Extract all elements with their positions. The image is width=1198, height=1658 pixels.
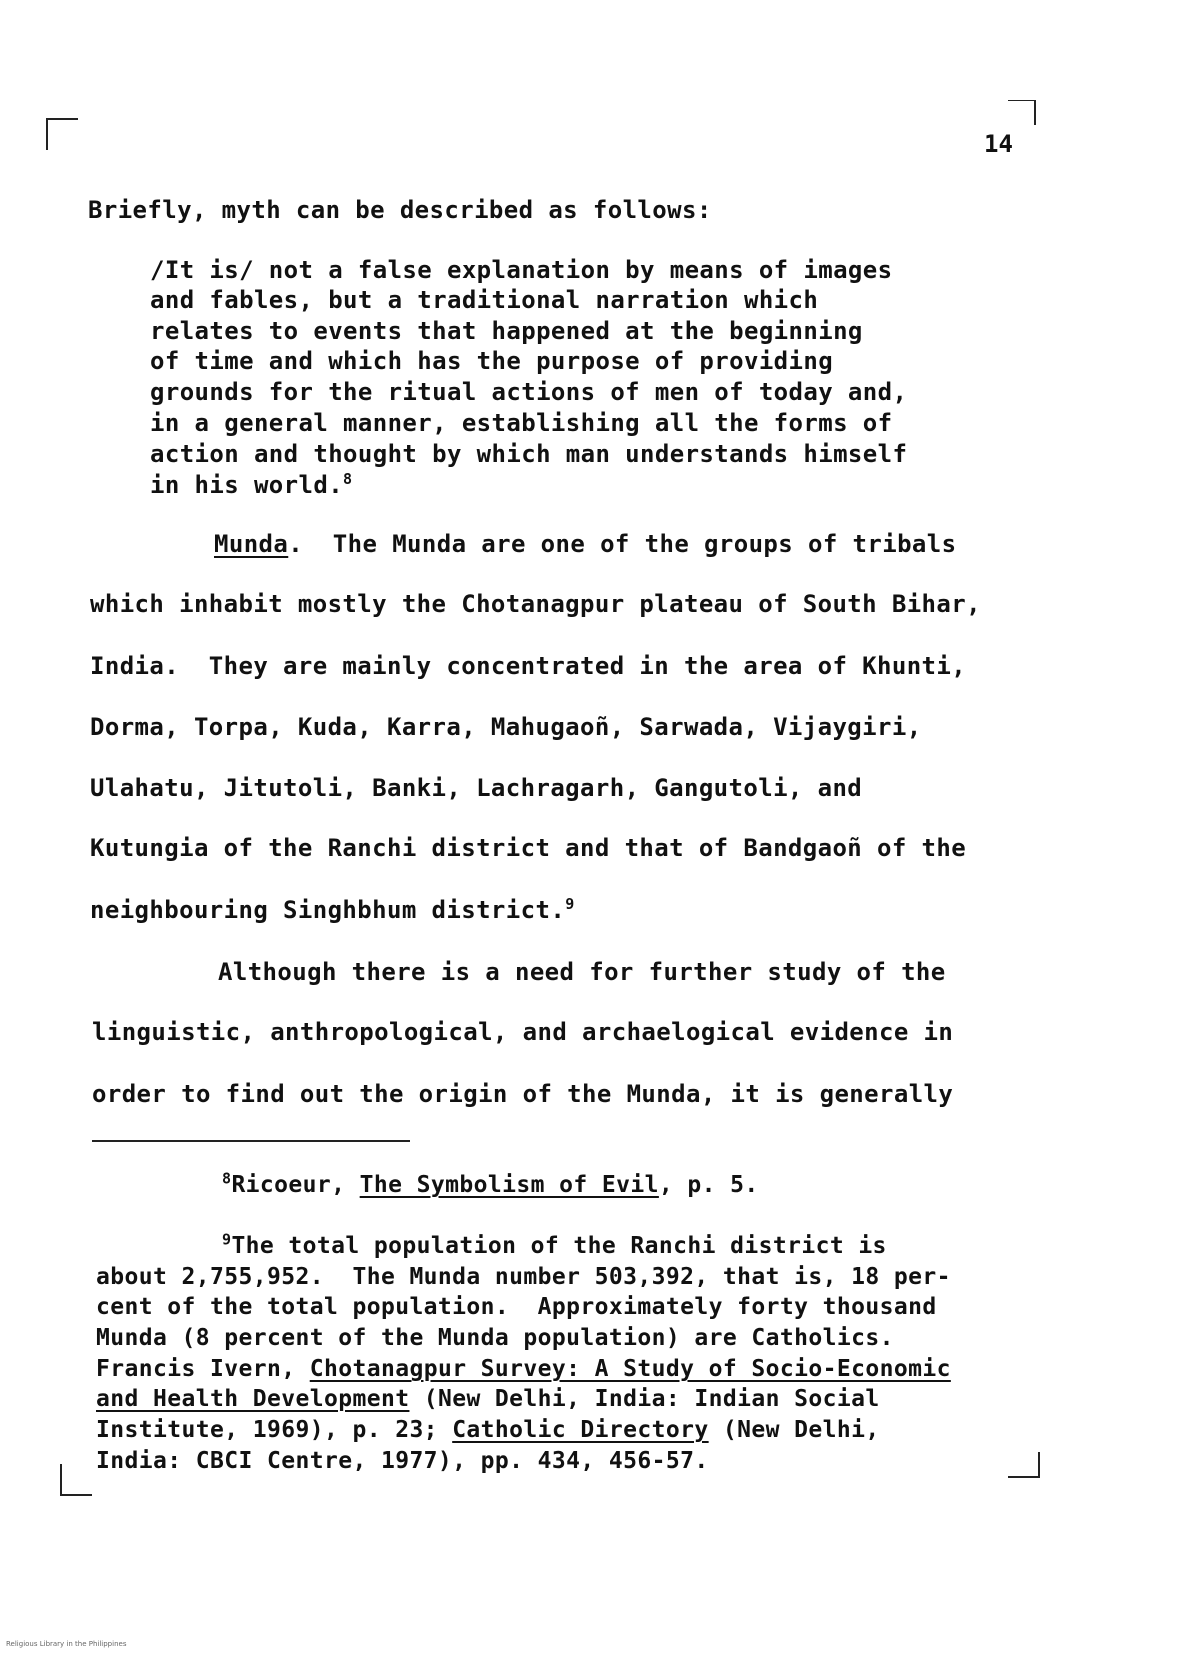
quote-line: relates to events that happened at the beginning: [150, 317, 863, 345]
quote-line: of time and which has the purpose of providing: [150, 347, 834, 375]
body-line: Ulahatu, Jitutoli, Banki, Lachragarh, Gangutoli, and: [90, 774, 863, 802]
book-title: Catholic Directory: [452, 1417, 709, 1443]
footnote-line: Munda (8 percent of the Munda population) are Catholics.: [96, 1325, 894, 1351]
book-title: and Health Development: [96, 1386, 410, 1412]
quote-line: /It is/ not a false explanation by means of images: [150, 256, 893, 284]
intro-sentence: Briefly, myth can be described as follows:: [88, 196, 712, 224]
body-line: which inhabit mostly the Chotanagpur plateau of South Bihar,: [90, 590, 981, 618]
footnote-ref-9: 9: [565, 895, 575, 913]
section-heading-munda: Munda: [214, 530, 289, 558]
source-strip: Religious Library in the Philippines: [6, 1640, 127, 1648]
body-line: order to find out the origin of the Munda, it is generally: [92, 1080, 954, 1108]
footnote-ref-8: 8: [343, 470, 353, 488]
quote-line: and fables, but a traditional narration which: [150, 286, 819, 314]
footnote-line: about 2,755,952. The Munda number 503,392, that is, 18 per-: [96, 1264, 951, 1290]
crop-mark-top-left: [46, 118, 78, 150]
quote-line: grounds for the ritual actions of men of today and,: [150, 378, 908, 406]
book-title: Chotanagpur Survey: A Study of Socio-Economic: [309, 1356, 951, 1382]
footnote-line: Francis Ivern, Chotanagpur Survey: A Study of Socio-Economic: [96, 1356, 951, 1382]
body-line: Dorma, Torpa, Kuda, Karra, Mahugaoñ, Sarwada, Vijaygiri,: [90, 713, 922, 741]
quote-line-last: [150, 471, 352, 499]
page-number: 14: [984, 130, 1013, 158]
body-line: India. They are mainly concentrated in the area of Khunti,: [90, 652, 967, 680]
crop-mark-bottom-right: [1008, 1452, 1040, 1478]
crop-mark-top-right: [1008, 100, 1036, 125]
quote-line: action and thought by which man understands himself: [150, 440, 908, 468]
body-line-last: neighbouring Singhbhum district.$^9$: [90, 895, 575, 924]
book-title: The Symbolism of Evil: [359, 1172, 659, 1198]
footnote-divider: [92, 1140, 410, 1142]
footnote-line: $^8$Ricoeur, The Symbolism of Evil, p. 5.: [222, 1169, 759, 1198]
quote-line: in a general manner, establishing all the forms of: [150, 409, 893, 437]
footnote-line: $^9$The total population of the Ranchi district is: [222, 1230, 887, 1259]
body-line: Munda. The Munda are one of the groups of tribals: [214, 530, 957, 558]
footnote-line: India: CBCI Centre, 1977), pp. 434, 456-57.: [96, 1448, 709, 1474]
body-line: Kutungia of the Ranchi district and that of Bandgaoñ of the: [90, 834, 967, 862]
crop-mark-bottom-left: [60, 1464, 92, 1496]
body-line: Although there is a need for further study of the: [218, 958, 946, 986]
footnote-line: and Health Development (New Delhi, India: Indian Social: [96, 1386, 880, 1412]
body-line: linguistic, anthropological, and archaelogical evidence in: [92, 1018, 954, 1046]
quote-line: in his world.: [150, 471, 344, 499]
footnote-line: cent of the total population. Approximately forty thousand: [96, 1294, 937, 1320]
footnote-line: Institute, 1969), p. 23; Catholic Directory (New Delhi,: [96, 1417, 880, 1443]
